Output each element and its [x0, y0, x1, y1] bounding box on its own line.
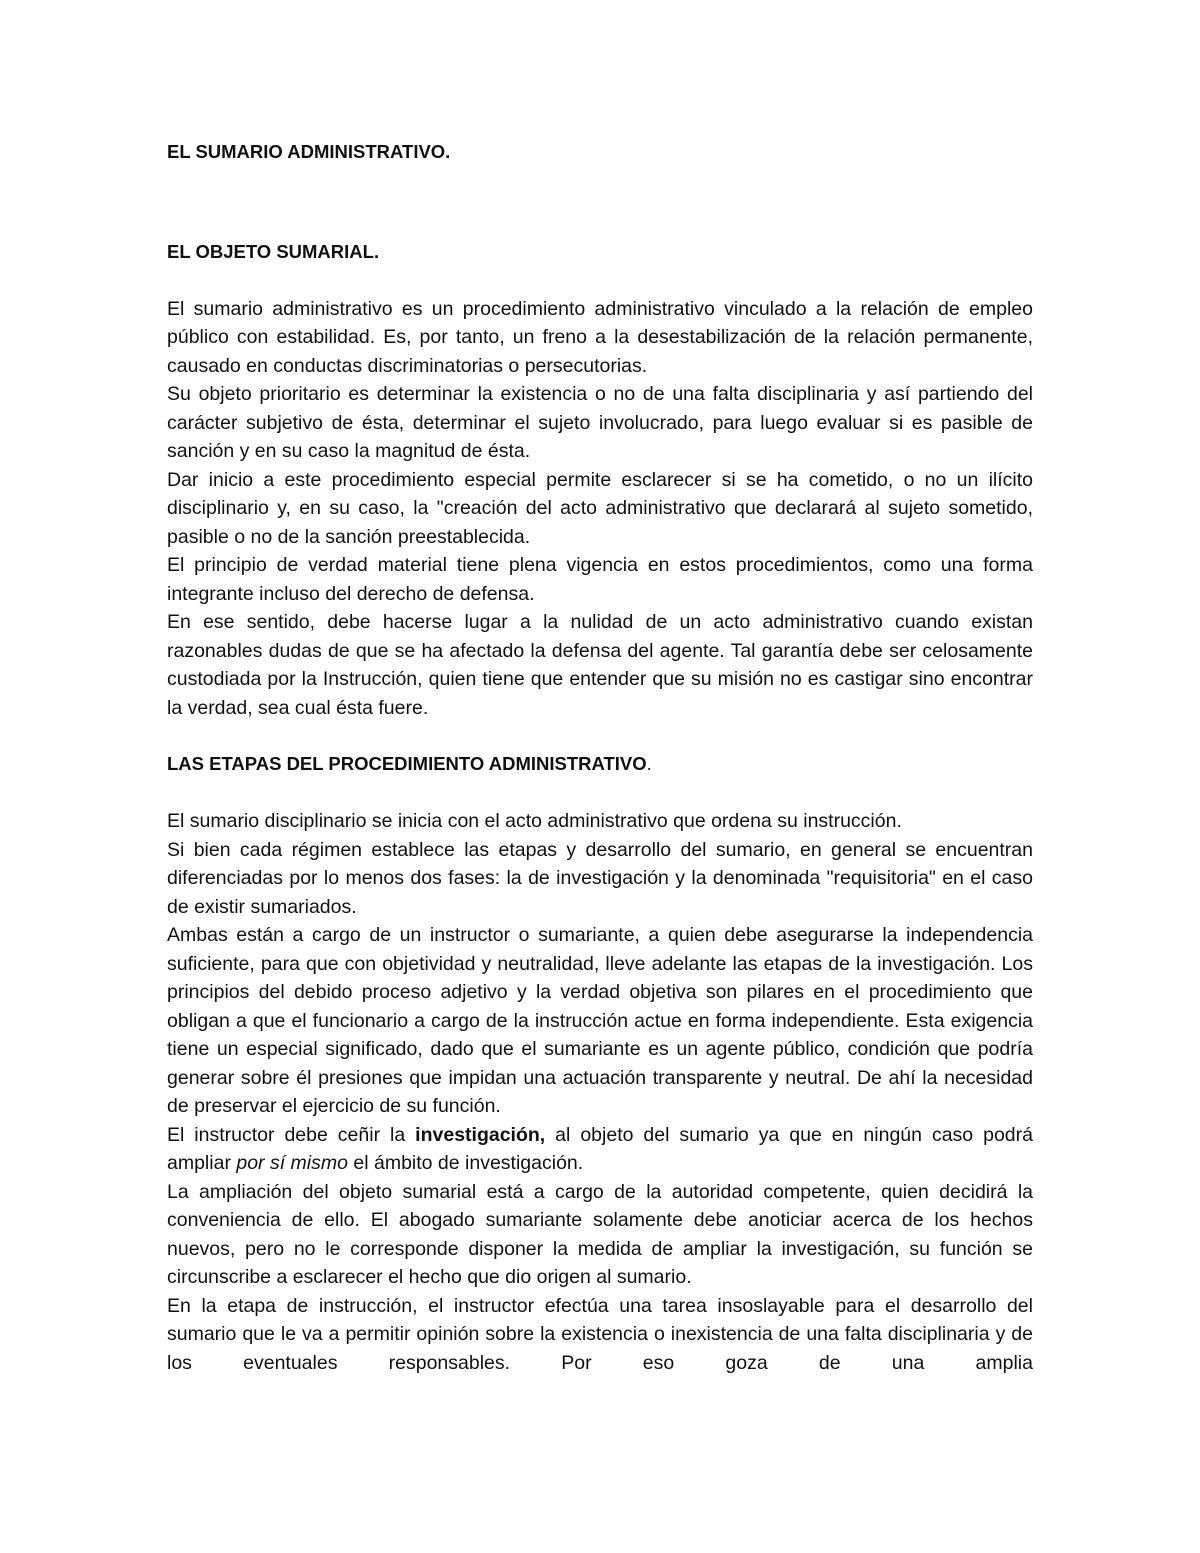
paragraph: El sumario disciplinario se inicia con el acto administrativo que ordena su instrucción.	[167, 810, 902, 832]
spacer	[167, 266, 1033, 295]
paragraph: La ampliación del objeto sumarial está a cargo de la autoridad competente, quien decidirá la conveniencia de ello. El abogado sumariante solamente debe anoticiar acerca de los hechos nuevos, pero no le corresponde disponer la medida de ampliar la investigación, su función se circunscribe a esclarecer el hecho que dio origen al sumario.	[167, 1180, 1033, 1288]
paragraph-continues: En la etapa de instrucción, el instructor efectúa una tarea insoslayable para el desarrollo del sumario que le va a permitir opinión sobre la existencia o inexistencia de una falta disciplinaria y de los eventuales responsables. Por eso goza de una amplia	[167, 1294, 1033, 1374]
paragraph: El principio de verdad material tiene plena vigencia en estos procedimientos, como una forma integrante incluso del derecho de defensa.	[167, 554, 1033, 605]
document-title: EL SUMARIO ADMINISTRATIVO.	[167, 141, 451, 162]
paragraph: Ambas están a cargo de un instructor o sumariante, a quien debe asegurarse la independencia suficiente, para que con objetividad y neutralidad, lleve adelante las etapas de la investigación. Los principios del debido proceso adjetivo y la verdad objetiva son pilares en el procedimiento que obligan a que el funcionario a cargo de la instrucción actue en forma independiente. Esta exigencia tiene un especial significado, dado que el sumariante es un agente público, condición que podría generar sobre él presiones que impidan una actuación transparente y neutral. De ahí la necesidad de preservar el ejercicio de su función.	[167, 924, 1033, 1117]
paragraph: El sumario administrativo es un procedimiento administrativo vinculado a la relación de empleo público con estabilidad. Es, por tanto, un freno a la desestabilización de la relación permanente, causado en conductas discriminatorias o persecutorias.	[167, 297, 1033, 377]
paragraph-investigacion	[167, 1121, 1033, 1178]
paragraph: Su objeto prioritario es determinar la existencia o no de una falta disciplinaria y así partiendo del carácter subjetivo de ésta, determinar el sujeto involucrado, para luego evaluar si es pasible de sanción y en su caso la magnitud de ésta.	[167, 383, 1033, 462]
text-run: al objeto del sumario ya que en ningún caso podrá ampliar	[167, 1123, 1033, 1174]
document-body	[167, 138, 1033, 1377]
italic-term: por sí mismo	[236, 1152, 348, 1174]
text-run: el ámbito de investigación.	[347, 1152, 584, 1174]
paragraph: Dar inicio a este procedimiento especial permite esclarecer si se ha cometido, o no un ilícito disciplinario y, en su caso, la "creación del acto administrativo que declarará al sujeto sometido, pasible o no de la sanción preestablecida.	[167, 468, 1033, 548]
paragraph: Si bien cada régimen establece las etapas y desarrollo del sumario, en general se encuentran diferenciadas por lo menos dos fases: la de investigación y la denominada "requisitoria" en el caso de existir sumariados.	[167, 838, 1033, 918]
section-heading-etapas-period: .	[646, 753, 652, 774]
spacer	[167, 779, 1033, 808]
section-heading-etapas	[167, 750, 1033, 779]
section-heading-etapas-text: LAS ETAPAS DEL PROCEDIMIENTO ADMINISTRATIVO	[167, 753, 647, 774]
text-run: El instructor debe ceñir la	[167, 1123, 416, 1146]
section-heading-objeto: EL OBJETO SUMARIAL.	[167, 240, 380, 262]
paragraph: En ese sentido, debe hacerse lugar a la nulidad de un acto administrativo cuando existan razonables dudas de que se ha afectado la defensa del agente. Tal garantía debe ser celosamente custodiada por la Instrucción, quien tiene que entender que su misión no es castigar sino encontrar la verdad, sea cual ésta fuere.	[167, 611, 1033, 719]
bold-term: investigación,	[415, 1123, 546, 1146]
